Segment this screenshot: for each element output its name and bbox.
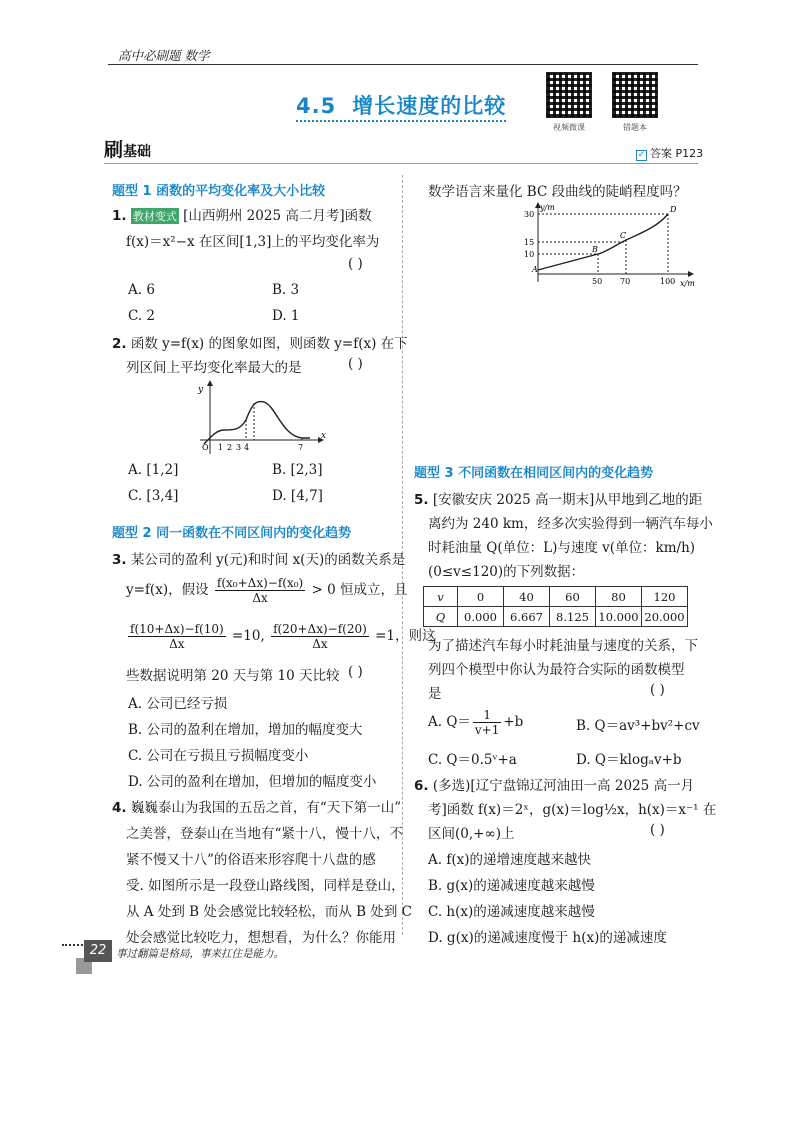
- q3-line-2: [126, 576, 407, 605]
- q3-text-1: 某公司的盈利 y(元)和时间 x(天)的函数关系是: [130, 552, 406, 568]
- q2-number: 2.: [112, 336, 127, 352]
- q5-option-b[interactable]: B. Q＝av³+bv²+cv: [576, 718, 700, 734]
- q3-text-3b: =1，则这: [375, 628, 436, 644]
- q1-line-2: f(x)＝x²−x 在区间[1,3]上的平均变化率为: [126, 234, 380, 250]
- q6-option-d[interactable]: D. g(x)的递减速度慢于 h(x)的递减速度: [428, 930, 667, 946]
- q5-option-a-post: +b: [503, 714, 524, 730]
- q4-line: 处会感觉比较吃力，想想看，为什么？你能用: [126, 930, 396, 946]
- q1-line-1: [112, 204, 372, 224]
- q1-tag: 教材变式: [132, 210, 177, 223]
- q4-line: 之美誉，登泰山在当地有“紧十八，慢十八，不: [126, 826, 403, 842]
- q4-line: 从 A 处到 B 处会感觉比较轻松，而从 B 处到 C: [126, 904, 412, 920]
- q2-line-1: [112, 332, 408, 352]
- table-cell: v: [424, 587, 458, 607]
- table-cell: 40: [504, 587, 550, 607]
- brand-main: 刷: [104, 139, 124, 161]
- q4-mountain-path-graph: [520, 202, 700, 294]
- q4-graph-x-tick: 100: [660, 277, 676, 286]
- q6-line-1: [414, 774, 694, 794]
- q5-a-num: 1: [473, 708, 501, 723]
- brand-label: [104, 135, 151, 162]
- q2-option-d[interactable]: D. [4,7]: [272, 488, 323, 504]
- q3-frac2-num: f(10+Δx)−f(10): [130, 622, 224, 636]
- q3-option-b[interactable]: B. 公司的盈利在增加，增加的幅度变大: [128, 722, 363, 738]
- table-row: [424, 587, 688, 607]
- q3-option-a[interactable]: A. 公司已经亏损: [128, 696, 228, 712]
- q6-line-3: 区间(0,+∞)上: [428, 826, 515, 842]
- table-cell: 80: [596, 587, 642, 607]
- q2-graph-tick: 4: [244, 443, 250, 452]
- q2-option-b[interactable]: B. [2,3]: [272, 462, 323, 478]
- q3-fraction-3: [271, 622, 369, 651]
- q5-option-a-pre: A. Q＝: [428, 714, 471, 730]
- q3-frac3-den: Δx: [312, 637, 328, 651]
- table-cell: Q: [424, 607, 458, 627]
- topic-3-heading: 题型 3 不同函数在相同区间内的变化趋势: [414, 466, 654, 481]
- q4-line: 紧不慢又十八”的俗语来形容爬十八盘的感: [126, 852, 376, 868]
- q2-graph-tick: 2: [227, 443, 233, 452]
- wrong-book-qr-code[interactable]: [612, 72, 658, 118]
- q4-continuation: 数学语言来量化 BC 段曲线的陡峭程度吗？: [428, 184, 687, 200]
- footer-motto: 事过翻篇是格局，事来扛住是能力。: [116, 948, 284, 960]
- q6-text-1: (多选)[辽宁盘锦辽河油田一高 2025 高一月: [432, 778, 695, 794]
- brand-rule: [104, 163, 698, 164]
- q3-frac3-num: f(20+Δx)−f(20): [273, 622, 367, 636]
- q2-graph-tick: 3: [236, 443, 242, 452]
- q5-line-7: 是: [428, 686, 442, 702]
- q4-graph-x-tick: 50: [592, 277, 603, 286]
- q1-answer-paren[interactable]: ( ): [348, 256, 363, 272]
- q2-line-2: 列区间上平均变化率最大的是: [126, 360, 302, 376]
- q2-function-graph: [190, 378, 330, 458]
- q4-graph-y-label: y/m: [540, 203, 555, 212]
- q4-text: 巍巍泰山为我国的五岳之首，有“天下第一山”: [130, 800, 402, 816]
- q4-graph-y-tick: 30: [524, 210, 535, 219]
- wrong-book-qr-label: 错题本: [623, 123, 647, 132]
- q3-line-3: [126, 622, 435, 651]
- q2-graph-tick: 7: [298, 443, 304, 452]
- q4-graph-point-b: B: [592, 245, 598, 254]
- header-rule: [108, 64, 698, 65]
- q3-number: 3.: [112, 552, 127, 568]
- q6-line-2: 考]函数 f(x)＝2ˣ，g(x)＝log½x，h(x)＝x⁻¹ 在: [428, 802, 717, 818]
- q2-graph-origin: O: [202, 443, 209, 452]
- q2-graph-y-label: y: [198, 385, 204, 395]
- q5-a-den: v+1: [474, 723, 500, 737]
- page-number: 22: [84, 940, 112, 962]
- q5-line-6: 列四个模型中你认为最符合实际的函数模型: [428, 662, 685, 678]
- q3-text-mid: =10,: [232, 628, 265, 644]
- answer-reference[interactable]: [636, 145, 703, 161]
- q5-line-1: [414, 488, 702, 508]
- table-cell: 6.667: [504, 607, 550, 627]
- q6-option-c[interactable]: C. h(x)的递减速度越来越慢: [428, 904, 595, 920]
- q1-option-a[interactable]: A. 6: [128, 282, 155, 298]
- q1-option-c[interactable]: C. 2: [128, 308, 156, 324]
- q1-option-b[interactable]: B. 3: [272, 282, 300, 298]
- table-cell: 60: [550, 587, 596, 607]
- section-title: [296, 90, 506, 120]
- q5-line-5: 为了描述汽车每小时耗油量与速度的关系，下: [428, 638, 698, 654]
- section-number: 4.5: [296, 94, 337, 118]
- q6-answer-paren[interactable]: ( ): [650, 822, 665, 838]
- q5-option-c[interactable]: C. Q＝0.5ᵛ+a: [428, 752, 517, 768]
- q4-graph-point-c: C: [620, 231, 627, 240]
- q3-frac1-num: f(x₀+Δx)−f(x₀): [216, 576, 304, 590]
- footer-dots: [62, 944, 86, 946]
- q3-answer-paren[interactable]: ( ): [348, 664, 363, 680]
- q1-number: 1.: [112, 208, 127, 224]
- q5-option-d[interactable]: D. Q＝klogₐv+b: [576, 752, 682, 768]
- q3-text-2: y=f(x)，假设: [126, 582, 209, 598]
- video-qr-label: 视频微课: [553, 123, 585, 132]
- q5-option-a[interactable]: [428, 708, 523, 737]
- q5-line-4: (0≤v≤120)的下列数据：: [428, 564, 585, 580]
- section-underline: [296, 120, 506, 122]
- table-cell: 20.000: [642, 607, 688, 627]
- topic-2-heading: 题型 2 同一函数在不同区间内的变化趋势: [112, 526, 352, 541]
- q4-line-1: [112, 796, 401, 816]
- q3-text-2b: > 0 恒成立，且: [311, 582, 408, 598]
- q4-line: 受. 如图所示是一段登山路线图，同样是登山，: [126, 878, 405, 894]
- q5-data-table: [423, 586, 688, 627]
- table-cell: 10.000: [596, 607, 642, 627]
- q3-fraction-1: [215, 576, 305, 605]
- q4-graph-y-tick: 15: [524, 238, 535, 247]
- q6-option-a[interactable]: A. f(x)的递增速度越来越快: [428, 852, 591, 868]
- table-cell: 8.125: [550, 607, 596, 627]
- q5-number: 5.: [414, 492, 429, 508]
- q2-text-1: 函数 y=f(x) 的图象如图，则函数 y=f(x) 在下: [130, 336, 408, 352]
- q4-graph-x-label: x/m: [680, 279, 695, 288]
- table-row: [424, 607, 688, 627]
- q5-line-3: 时耗油量 Q(单位：L)与速度 v(单位：km/h): [428, 540, 696, 556]
- q3-frac2-den: Δx: [169, 637, 185, 651]
- q2-option-c[interactable]: C. [3,4]: [128, 488, 179, 504]
- q4-number: 4.: [112, 800, 127, 816]
- section-name: 增长速度的比较: [352, 94, 507, 118]
- q5-answer-paren[interactable]: ( ): [650, 682, 665, 698]
- q6-number: 6.: [414, 778, 429, 794]
- q5-line-2: 离约为 240 km，经多次实验得到一辆汽车每小: [428, 516, 713, 532]
- video-qr-code[interactable]: [546, 72, 592, 118]
- topic-1-heading: 题型 1 函数的平均变化率及大小比较: [112, 184, 326, 199]
- table-cell: 0.000: [458, 607, 504, 627]
- q4-graph-x-tick: 70: [620, 277, 631, 286]
- table-cell: 120: [642, 587, 688, 607]
- q3-frac1-den: Δx: [252, 591, 268, 605]
- q2-answer-paren[interactable]: ( ): [348, 356, 363, 372]
- q3-line-4: 些数据说明第 20 天与第 10 天比较: [126, 668, 340, 684]
- q3-fraction-2: [128, 622, 226, 651]
- q5-text-1: [安徽安庆 2025 高一期末]从甲地到乙地的距: [432, 492, 703, 508]
- q4-graph-y-tick: 10: [524, 250, 535, 259]
- q1-text-1: [山西朔州 2025 高二月考]函数: [183, 208, 372, 224]
- check-icon: ✓: [637, 150, 646, 160]
- q2-option-a[interactable]: A. [1,2]: [128, 462, 179, 478]
- q3-option-c[interactable]: C. 公司在亏损且亏损幅度变小: [128, 748, 309, 764]
- q3-option-d[interactable]: D. 公司的盈利在增加，但增加的幅度变小: [128, 774, 377, 790]
- q4-graph-point-d: D: [670, 205, 677, 214]
- q1-option-d[interactable]: D. 1: [272, 308, 300, 324]
- running-header: 高中必刷题 数学: [118, 48, 210, 63]
- answer-text: 答案 P123: [650, 147, 704, 160]
- q4-graph-point-a: A: [532, 265, 538, 274]
- q2-graph-tick: 1: [218, 443, 224, 452]
- q6-option-b[interactable]: B. g(x)的递减速度越来越慢: [428, 878, 595, 894]
- q2-graph-x-label: x: [321, 431, 327, 441]
- q5-option-a-fraction: [473, 708, 501, 737]
- q3-line-1: [112, 548, 405, 568]
- brand-sub: 基础: [123, 144, 152, 160]
- table-cell: 0: [458, 587, 504, 607]
